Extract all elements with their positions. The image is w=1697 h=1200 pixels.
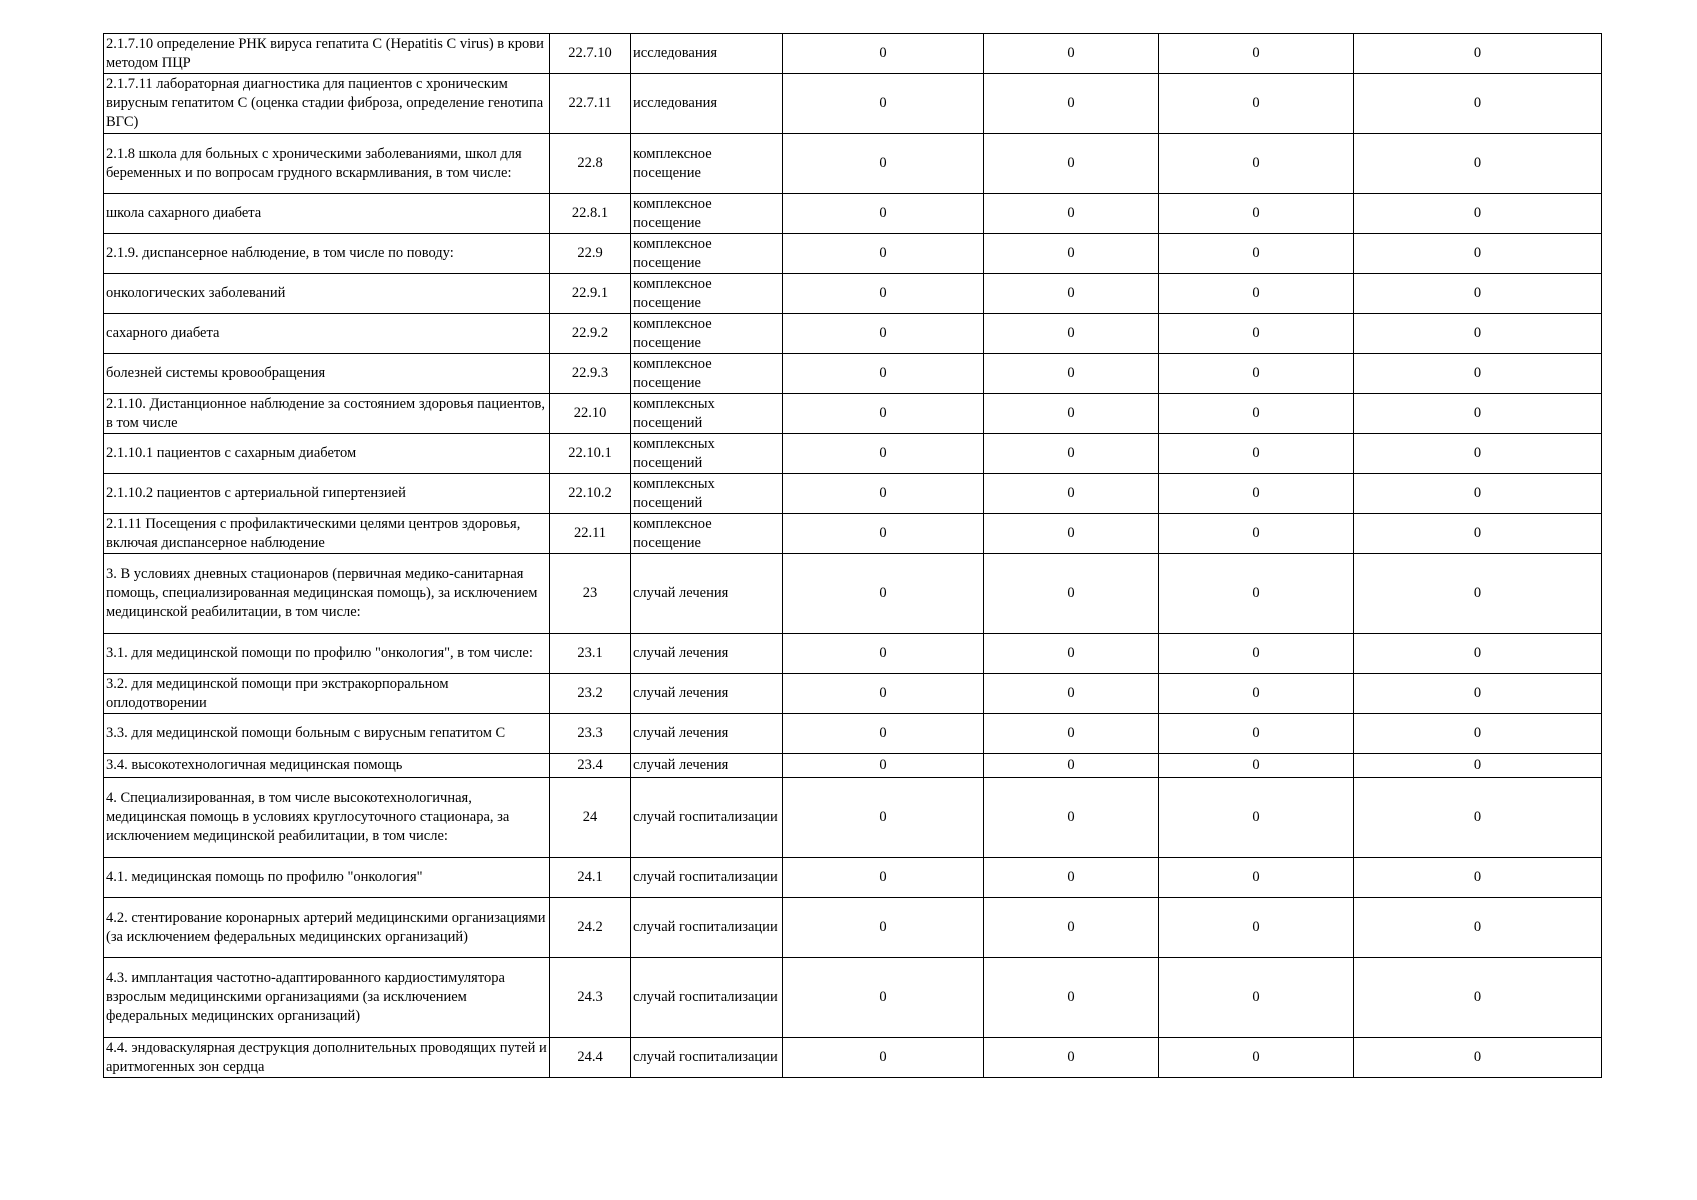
row-unit: случай лечения [631,554,783,634]
row-value: 0 [1159,858,1354,898]
row-unit: случай лечения [631,634,783,674]
row-name: 4. Специализированная, в том числе высокотехнологичная, медицинская помощь в условиях круглосуточного стационара, за исключением медицинской реабилитации, в том числе: [104,778,550,858]
table-row [104,354,1602,394]
row-value: 0 [783,898,984,958]
table-row [104,554,1602,634]
row-value: 0 [1159,754,1354,778]
row-value: 0 [1354,554,1602,634]
row-value: 0 [1354,634,1602,674]
row-value: 0 [984,74,1159,134]
row-unit: комплексных посещений [631,434,783,474]
row-value: 0 [1159,474,1354,514]
row-value: 0 [783,434,984,474]
row-name: 3.3. для медицинской помощи больным с вирусным гепатитом С [104,714,550,754]
table-row [104,778,1602,858]
row-value: 0 [1354,1038,1602,1078]
row-value: 0 [783,674,984,714]
table-row [104,274,1602,314]
row-value: 0 [1159,314,1354,354]
row-name: 4.1. медицинская помощь по профилю "онкология" [104,858,550,898]
row-value: 0 [1159,434,1354,474]
row-value: 0 [1354,74,1602,134]
row-value: 0 [984,778,1159,858]
row-value: 0 [1159,674,1354,714]
row-value: 0 [1159,1038,1354,1078]
row-value: 0 [1354,898,1602,958]
row-value: 0 [1159,394,1354,434]
row-value: 0 [1159,194,1354,234]
row-value: 0 [783,858,984,898]
row-value: 0 [984,554,1159,634]
row-value: 0 [984,1038,1159,1078]
row-code: 22.10.2 [550,474,631,514]
row-code: 24.3 [550,958,631,1038]
row-name: 3.2. для медицинской помощи при экстракорпоральном оплодотворении [104,674,550,714]
row-name: 2.1.10. Дистанционное наблюдение за состоянием здоровья пациентов, в том числе [104,394,550,434]
row-unit: комплексных посещений [631,474,783,514]
table-row [104,958,1602,1038]
row-value: 0 [1354,858,1602,898]
row-value: 0 [1354,274,1602,314]
row-value: 0 [1354,314,1602,354]
row-unit: случай госпитализации [631,1038,783,1078]
row-unit: комплексное посещение [631,274,783,314]
row-name: 2.1.7.10 определение РНК вируса гепатита С (Hepatitis C virus) в крови методом ПЦР [104,34,550,74]
row-value: 0 [783,134,984,194]
row-code: 22.9.1 [550,274,631,314]
row-value: 0 [783,394,984,434]
row-name: 2.1.10.2 пациентов с артериальной гипертензией [104,474,550,514]
row-unit: случай госпитализации [631,958,783,1038]
table-row [104,394,1602,434]
row-name: 2.1.7.11 лабораторная диагностика для пациентов с хроническим вирусным гепатитом С (оценка стадии фиброза, определение генотипа ВГС) [104,74,550,134]
row-value: 0 [1159,274,1354,314]
row-value: 0 [1354,434,1602,474]
row-name: 2.1.10.1 пациентов с сахарным диабетом [104,434,550,474]
row-value: 0 [783,194,984,234]
row-name: сахарного диабета [104,314,550,354]
row-unit: комплексное посещение [631,314,783,354]
row-code: 23.4 [550,754,631,778]
row-value: 0 [1159,234,1354,274]
row-unit: комплексных посещений [631,394,783,434]
row-value: 0 [984,194,1159,234]
row-value: 0 [783,554,984,634]
row-value: 0 [1354,134,1602,194]
row-value: 0 [1354,34,1602,74]
row-value: 0 [1159,778,1354,858]
row-name: 3. В условиях дневных стационаров (первичная медико-санитарная помощь, специализированная медицинская помощь), за исключением медицинской реабилитации, в том числе: [104,554,550,634]
row-unit: исследования [631,74,783,134]
row-value: 0 [783,1038,984,1078]
row-value: 0 [984,634,1159,674]
row-value: 0 [984,674,1159,714]
row-name: 2.1.9. диспансерное наблюдение, в том числе по поводу: [104,234,550,274]
row-code: 22.10 [550,394,631,434]
row-name: 4.3. имплантация частотно-адаптированного кардиостимулятора взрослым медицинскими организациями (за исключением федеральных медицинских организаций) [104,958,550,1038]
row-value: 0 [1354,194,1602,234]
row-value: 0 [984,354,1159,394]
row-value: 0 [1159,354,1354,394]
row-code: 24.2 [550,898,631,958]
row-code: 24 [550,778,631,858]
row-unit: комплексное посещение [631,194,783,234]
table-row [104,74,1602,134]
row-name: 3.4. высокотехнологичная медицинская помощь [104,754,550,778]
row-value: 0 [1159,554,1354,634]
table-row [104,194,1602,234]
row-code: 22.7.11 [550,74,631,134]
row-value: 0 [1354,778,1602,858]
row-value: 0 [1354,354,1602,394]
table-row [104,514,1602,554]
table-row [104,714,1602,754]
row-value: 0 [984,898,1159,958]
row-code: 22.9.2 [550,314,631,354]
row-value: 0 [984,514,1159,554]
row-value: 0 [783,314,984,354]
row-name: онкологических заболеваний [104,274,550,314]
row-name: болезней системы кровообращения [104,354,550,394]
row-unit: случай лечения [631,674,783,714]
row-unit: случай лечения [631,754,783,778]
row-unit: случай госпитализации [631,778,783,858]
table-row [104,234,1602,274]
row-code: 22.9.3 [550,354,631,394]
row-value: 0 [1159,958,1354,1038]
row-value: 0 [1159,634,1354,674]
row-value: 0 [984,134,1159,194]
row-value: 0 [783,74,984,134]
row-code: 23.1 [550,634,631,674]
row-value: 0 [783,714,984,754]
row-code: 24.4 [550,1038,631,1078]
row-value: 0 [783,634,984,674]
row-value: 0 [1159,34,1354,74]
row-value: 0 [1159,714,1354,754]
table-row [104,1038,1602,1078]
row-name: 4.2. стентирование коронарных артерий медицинскими организациями (за исключением федеральных медицинских организаций) [104,898,550,958]
row-value: 0 [1354,474,1602,514]
table-row [104,314,1602,354]
row-value: 0 [1354,714,1602,754]
row-unit: исследования [631,34,783,74]
row-value: 0 [984,394,1159,434]
row-value: 0 [1354,234,1602,274]
row-value: 0 [984,858,1159,898]
row-value: 0 [1159,514,1354,554]
row-value: 0 [984,474,1159,514]
row-unit: комплексное посещение [631,134,783,194]
row-value: 0 [984,34,1159,74]
row-value: 0 [984,234,1159,274]
table-row [104,474,1602,514]
row-value: 0 [783,778,984,858]
row-code: 22.9 [550,234,631,274]
row-value: 0 [783,274,984,314]
row-name: 3.1. для медицинской помощи по профилю "онкология", в том числе: [104,634,550,674]
row-value: 0 [1159,74,1354,134]
row-unit: случай госпитализации [631,858,783,898]
table-row [104,134,1602,194]
row-value: 0 [783,234,984,274]
table-row [104,34,1602,74]
row-value: 0 [984,754,1159,778]
document-table [103,33,1602,1078]
row-code: 22.8.1 [550,194,631,234]
row-value: 0 [1354,958,1602,1038]
row-value: 0 [1354,674,1602,714]
row-unit: случай лечения [631,714,783,754]
row-value: 0 [783,34,984,74]
row-code: 22.11 [550,514,631,554]
row-value: 0 [984,274,1159,314]
row-unit: комплексное посещение [631,234,783,274]
row-value: 0 [984,958,1159,1038]
row-name: 2.1.11 Посещения с профилактическими целями центров здоровья, включая диспансерное наблюдение [104,514,550,554]
row-value: 0 [783,474,984,514]
table-row [104,634,1602,674]
row-unit: комплексное посещение [631,354,783,394]
row-code: 23.3 [550,714,631,754]
row-value: 0 [1354,394,1602,434]
table-row [104,858,1602,898]
row-code: 24.1 [550,858,631,898]
row-name: 2.1.8 школа для больных с хроническими заболеваниями, школ для беременных и по вопросам грудного вскармливания, в том числе: [104,134,550,194]
row-value: 0 [1354,754,1602,778]
table-row [104,754,1602,778]
row-value: 0 [783,514,984,554]
row-value: 0 [783,754,984,778]
row-unit: комплексное посещение [631,514,783,554]
row-code: 22.7.10 [550,34,631,74]
row-name: 4.4. эндоваскулярная деструкция дополнительных проводящих путей и аритмогенных зон сердца [104,1038,550,1078]
row-value: 0 [1159,898,1354,958]
row-unit: случай госпитализации [631,898,783,958]
row-value: 0 [984,714,1159,754]
row-value: 0 [1354,514,1602,554]
row-name: школа сахарного диабета [104,194,550,234]
table-row [104,898,1602,958]
row-value: 0 [984,314,1159,354]
row-code: 23.2 [550,674,631,714]
row-code: 22.10.1 [550,434,631,474]
row-value: 0 [783,958,984,1038]
row-code: 22.8 [550,134,631,194]
table-row [104,434,1602,474]
row-value: 0 [783,354,984,394]
row-code: 23 [550,554,631,634]
row-value: 0 [1159,134,1354,194]
row-value: 0 [984,434,1159,474]
table-row [104,674,1602,714]
